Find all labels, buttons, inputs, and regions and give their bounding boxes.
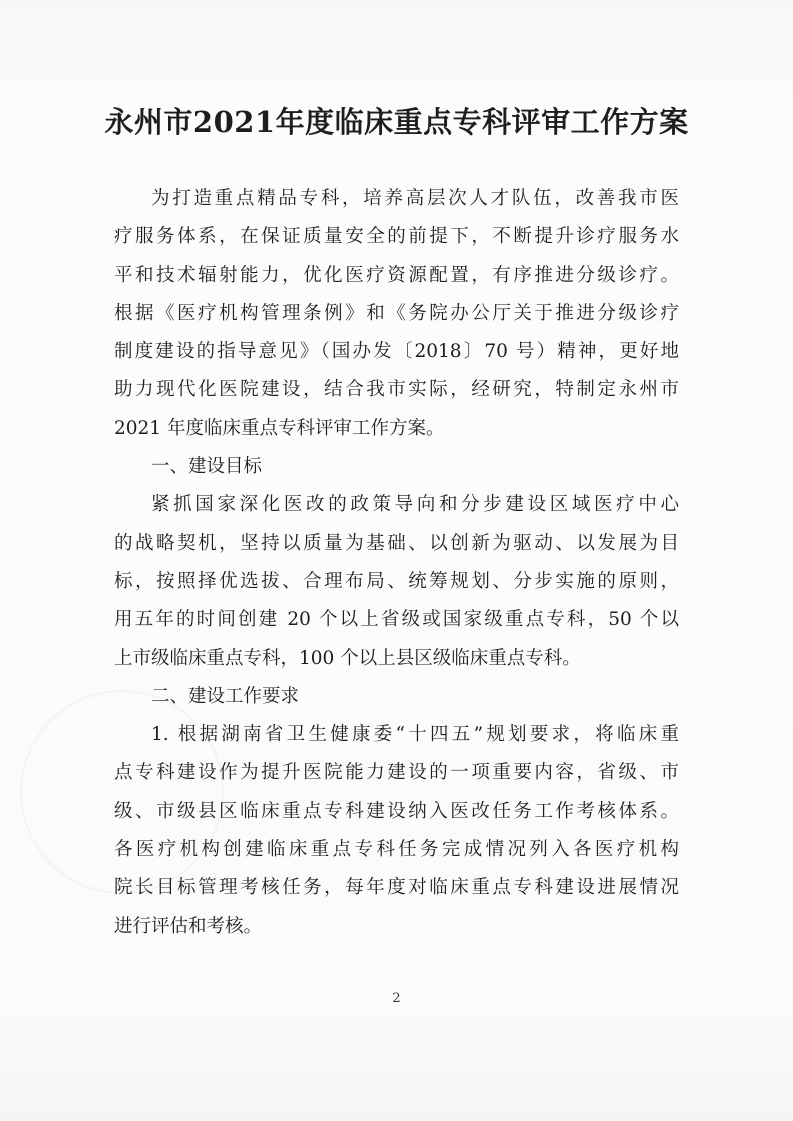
body-line: 级、市级县区临床重点专科建设纳入医改任务工作考核体系。: [114, 800, 679, 822]
body-line: 点专科建设作为提升医院能力建设的一项重要内容，省级、市: [114, 762, 679, 784]
body-line: 2021 年度临床重点专科评审工作方案。: [114, 417, 445, 439]
body-line: 上市级临床重点专科，100 个以上县区级临床重点专科。: [114, 647, 581, 669]
body-line: 制度建设的指导意见》（国办发〔2018〕70 号）精神，更好地: [114, 341, 679, 363]
body-line: 为打造重点精品专科，培养高层次人才队伍，改善我市医: [151, 188, 679, 209]
body-line: 标，按照择优选拔、合理布局、统筹规划、分步实施的原则，: [114, 570, 679, 592]
section-heading-requirements: 二、建设工作要求: [151, 685, 300, 707]
page-number: 2: [392, 991, 401, 1006]
body-line: 用五年的时间创建 20 个以上省级或国家级重点专科，50 个以: [114, 609, 679, 631]
body-line: 助力现代化医院建设，结合我市实际，经研究，特制定永州市: [114, 379, 679, 401]
body-line: 疗服务体系，在保证质量安全的前提下，不断提升诊疗服务水: [114, 226, 679, 248]
body-line: 根据《医疗机构管理条例》和《务院办公厅关于推进分级诊疗: [114, 302, 679, 324]
document-body: [114, 180, 679, 946]
section-heading-goals: 一、建设目标: [151, 456, 263, 478]
body-line: 平和技术辐射能力，优化医疗资源配置，有序推进分级诊疗。: [114, 264, 679, 286]
body-line: 的战略契机，坚持以质量为基础、以创新为驱动、以发展为目: [114, 532, 679, 554]
body-line: 1. 根据湖南省卫生健康委“十四五”规划要求，将临床重: [151, 724, 679, 746]
body-line: 院长目标管理考核任务，每年度对临床重点专科建设进展情况: [114, 877, 679, 899]
body-line: 各医疗机构创建临床重点专科任务完成情况列入各医疗机构: [114, 839, 679, 861]
body-line: 进行评估和考核。: [114, 915, 263, 937]
document-title: 永州市2021年度临床重点专科评审工作方案: [104, 105, 689, 139]
body-line: 紧抓国家深化医改的政策导向和分步建设区域医疗中心: [151, 494, 679, 516]
